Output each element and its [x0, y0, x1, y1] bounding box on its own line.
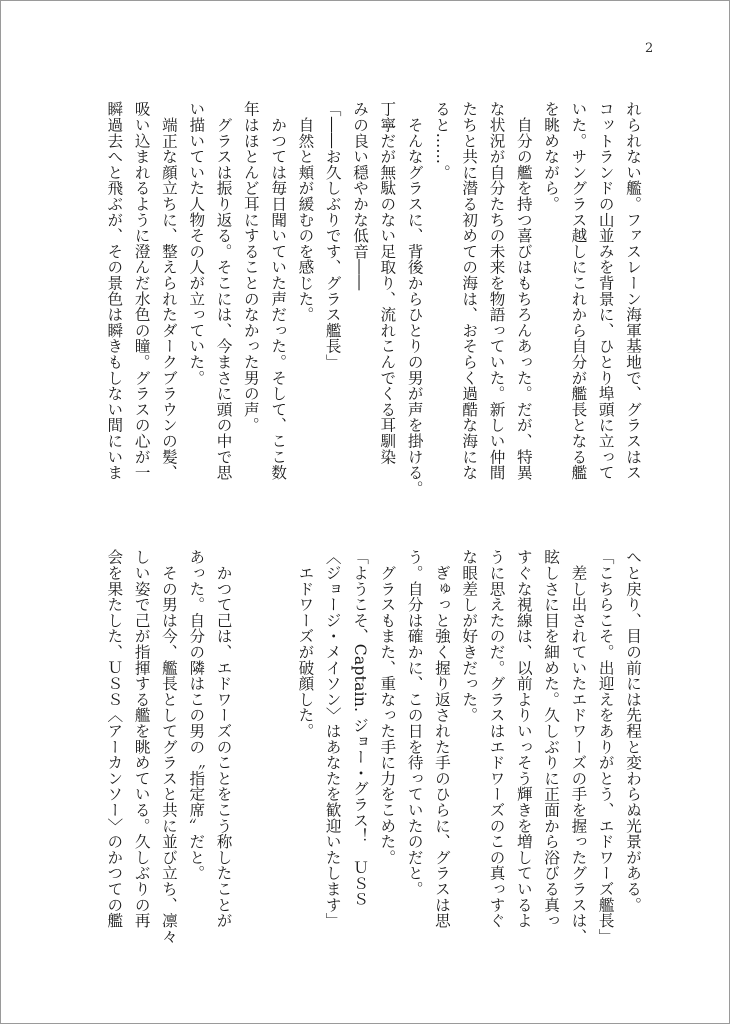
text-column: みの良い穏やかな低音――	[351, 101, 370, 291]
page-number: 2	[645, 41, 654, 56]
text-column: 会を果たした、ＵＳＳ〈アーカンソー〉のかつての艦	[105, 549, 124, 929]
text-column: な眼差しが好きだった。	[460, 549, 479, 723]
text-column: へと戻り、目の前には先程と変わらぬ光景がある。	[624, 549, 642, 913]
blank-line	[237, 549, 264, 949]
text-column: 〈ジョージ・メイソン〉はあなたを歓迎いたします」	[323, 549, 342, 929]
text-column: たちと共に潜る初めての海は、おそらく過酷な海にな	[460, 101, 479, 481]
text-column: 自然と頬が緩むのを感じた。	[296, 101, 315, 323]
blank-line	[264, 549, 291, 949]
text-column: な状況が自分たちの未来を物語っていた。新しい仲間	[487, 101, 506, 481]
text-column: 年はほとんど耳にすることのなかった男の声。	[241, 101, 260, 433]
upper-text-block	[100, 101, 646, 501]
text-column: い描いていた人物その人が立っていた。	[187, 101, 206, 386]
text-column: れられない艦。ファスレーン海軍基地で、グラスはス	[624, 101, 642, 481]
lower-text-block	[100, 549, 646, 949]
text-column: グラスもまた、重なった手に力をこめた。	[378, 549, 397, 865]
text-column: あった。自分の隣はこの男の〝指定席〟だと。	[187, 549, 206, 881]
text-column: かつて己は、エドワーズのことをこう称したことが	[214, 549, 233, 929]
text-column: う。自分は確かに、この日を待っていたのだと。	[405, 549, 424, 897]
text-column: エドワーズが破顔した。	[296, 549, 315, 739]
text-column: すぐな視線は、以前よりいっそう輝きを増しているよ	[514, 549, 533, 929]
text-column: その男は今、艦長としてグラスと共に並び立ち、凛々	[159, 549, 178, 944]
text-column: を眺めながら。	[542, 101, 561, 212]
text-column: かつては毎日聞いていた声だった。そして、ここ数	[269, 101, 288, 481]
text-column: 差し出されていたエドワーズの手を握ったグラスは、	[569, 549, 588, 944]
text-column: そんなグラスに、背後からひとりの男が声を掛ける。	[405, 101, 424, 496]
text-column: 端正な顔立ちに、整えられたダークブラウンの髪、	[159, 101, 178, 481]
text-column: いた。サングラス越しにこれから自分が艦長となる艦	[569, 101, 588, 481]
text-column: うに思えたのだ。グラスはエドワーズのこの真っすぐ	[487, 549, 506, 929]
text-column: 自分の艦を持つ喜びはもちろんあった。だが、特異	[514, 101, 533, 481]
text-column: 「ようこそ、Captain. ジョー・グラス！ ＵＳＳ	[351, 549, 370, 907]
text-column: グラスは振り返る。そこには、今まさに頭の中で思	[214, 101, 233, 481]
text-column: コットランドの山並みを背景に、ひとり埠頭に立って	[596, 101, 615, 481]
text-column: 瞬過去へと飛ぶが、その景色は瞬きもしない間にいま	[105, 101, 124, 481]
text-column: 丁寧だが無駄のない足取り、流れこんでくる耳馴染	[378, 101, 397, 465]
text-column: 眩しさに目を細めた。久しぶりに正面から浴びる真っ	[542, 549, 561, 929]
text-column: 「――お久しぶりです、グラス艦長」	[323, 101, 342, 370]
text-column: しい姿で己が指揮する艦を眺めている。久しぶりの再	[132, 549, 151, 929]
text-column: 吸い込まれるように澄んだ水色の瞳。グラスの心が一	[132, 101, 151, 481]
text-column: 「こちらこそ。出迎えをありがとう、エドワーズ艦長」	[596, 549, 615, 944]
text-column: ぎゅっと強く握り返された手のひらに、グラスは思	[432, 549, 451, 929]
text-column: ると……。	[432, 101, 451, 180]
